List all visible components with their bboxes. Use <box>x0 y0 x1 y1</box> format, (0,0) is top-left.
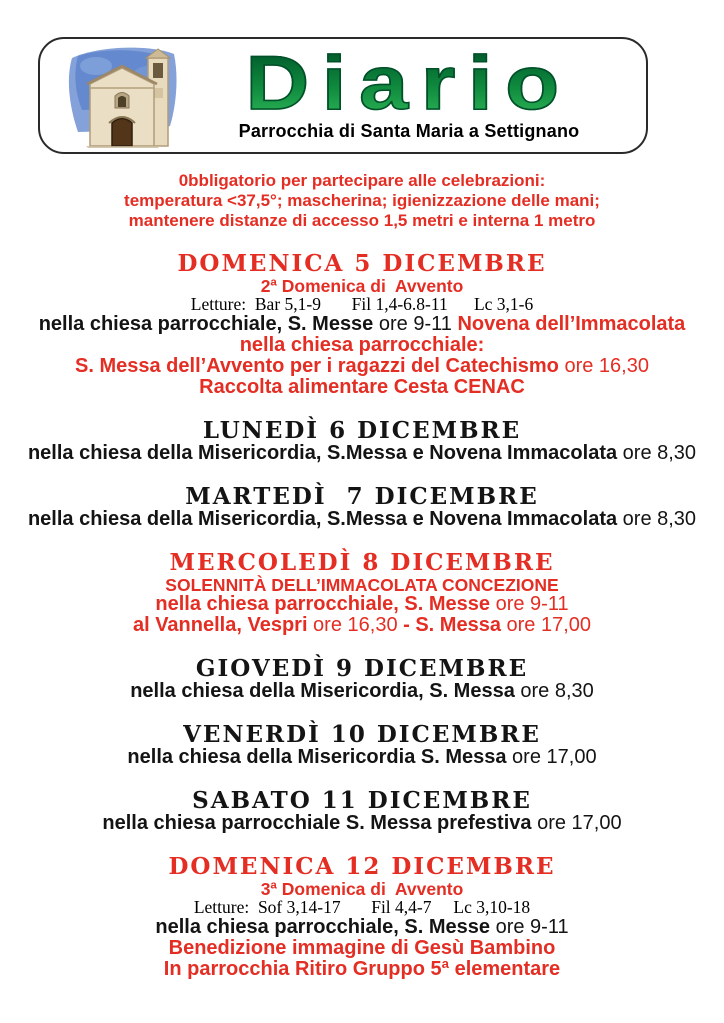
day-section-mercoledi-8-dicembre <box>0 551 724 636</box>
mass-time: ore 17,00 <box>506 746 597 768</box>
church-line: nella chiesa parrocchiale: <box>239 334 485 356</box>
mass-location: nella chiesa parrocchiale S. Messa prefestiva <box>102 812 532 834</box>
mass-location: nella chiesa parrocchiale, S. Messe <box>155 916 491 938</box>
mass-time: ore 9-11 <box>373 313 458 335</box>
mass-line <box>0 314 724 335</box>
day-section-giovedi-9-dicembre <box>0 657 724 702</box>
vespri-label: al Vannella, Vespri <box>132 614 308 636</box>
day-section-domenica-12-dicembre <box>0 855 724 980</box>
day-section-venerdi-10-dicembre <box>0 723 724 768</box>
catechismo-mass-line <box>0 356 724 377</box>
catechismo-mass-label: S. Messa dell’Avvento per i ragazzi del Catechismo <box>75 355 559 377</box>
mass-time: ore 8,30 <box>514 680 594 702</box>
day-heading: MERCOLEDÌ 8 DICEMBRE <box>169 549 555 576</box>
vespri-time: ore 16,30 <box>307 614 404 636</box>
benedizione-line: Benedizione immagine di Gesù Bambino <box>168 937 556 959</box>
catechismo-mass-time: ore 16,30 <box>558 355 649 377</box>
readings-line: Letture: Sof 3,14-17 Fil 4,4-7 Lc 3,10-18 <box>193 897 531 917</box>
day-section-domenica-5-dicembre <box>0 252 724 398</box>
readings-line: Letture: Bar 5,1-9 Fil 1,4-6.8-11 Lc 3,1-6 <box>190 294 534 314</box>
mass-line <box>0 747 724 768</box>
day-section-martedi-7-dicembre <box>0 485 724 530</box>
mass-line <box>0 594 724 615</box>
covid-notice <box>0 171 724 231</box>
vespri-line <box>0 615 724 636</box>
mass-time: ore 17,00 <box>531 812 622 834</box>
mass-line <box>0 813 724 834</box>
notice-line: temperatura <37,5°; mascherina; igienizzazione delle mani; <box>124 191 600 210</box>
mass-time: ore 9-11 <box>490 593 569 615</box>
notice-line: 0bbligatorio per partecipare alle celebrazioni: <box>178 171 546 190</box>
mass-line <box>0 443 724 464</box>
notice-line: mantenere distanze di accesso 1,5 metri e interna 1 metro <box>128 211 596 230</box>
mass-location: nella chiesa della Misericordia, S.Messa e Novena Immacolata <box>27 442 618 464</box>
church-icon <box>62 44 182 148</box>
day-heading: GIOVEDÌ 9 DICEMBRE <box>195 655 529 682</box>
header-text <box>182 40 646 143</box>
day-heading: DOMENICA 5 DICEMBRE <box>177 250 547 277</box>
page-title: Diario <box>245 40 573 126</box>
day-heading: SABATO 11 DICEMBRE <box>192 787 532 814</box>
day-section-lunedi-6-dicembre <box>0 419 724 464</box>
novena-label: Novena dell’Immacolata <box>457 313 686 335</box>
mass-location: nella chiesa della Misericordia S. Messa <box>127 746 507 768</box>
day-section-sabato-11-dicembre <box>0 789 724 834</box>
day-subheading: 3ª Domenica di Avvento <box>260 879 464 899</box>
mass-time: ore 8,30 <box>617 442 697 464</box>
day-heading: MARTEDÌ 7 DICEMBRE <box>185 483 539 510</box>
header-box <box>38 37 648 154</box>
day-heading: LUNEDÌ 6 DICEMBRE <box>202 417 522 444</box>
day-subheading: SOLENNITÀ DELL’IMMACOLATA CONCEZIONE <box>165 575 559 595</box>
mass-line <box>0 509 724 530</box>
mass-location: nella chiesa parrocchiale, S. Messe <box>155 593 491 615</box>
mass-line <box>0 917 724 938</box>
mass-location: nella chiesa della Misericordia, S. Messa <box>130 680 515 702</box>
messa-time: ore 17,00 <box>500 614 592 636</box>
mass-location: nella chiesa della Misericordia, S.Messa e Novena Immacolata <box>27 508 618 530</box>
church-watercolor-illustration <box>62 44 182 148</box>
mass-location: nella chiesa parrocchiale, S. Messe <box>38 313 374 335</box>
ritiro-line: In parrocchia Ritiro Gruppo 5ª elementare <box>163 958 561 980</box>
mass-time: ore 9-11 <box>490 916 569 938</box>
messa-label: - S. Messa <box>403 614 501 636</box>
parish-name: Parrocchia di Santa Maria a Settignano <box>238 121 580 142</box>
mass-line <box>0 681 724 702</box>
mass-time: ore 8,30 <box>617 508 697 530</box>
day-subheading: 2ª Domenica di Avvento <box>260 276 464 296</box>
day-heading: DOMENICA 12 DICEMBRE <box>168 853 556 880</box>
day-heading: VENERDÌ 10 DICEMBRE <box>183 721 541 748</box>
food-drive-line: Raccolta alimentare Cesta CENAC <box>199 376 525 398</box>
